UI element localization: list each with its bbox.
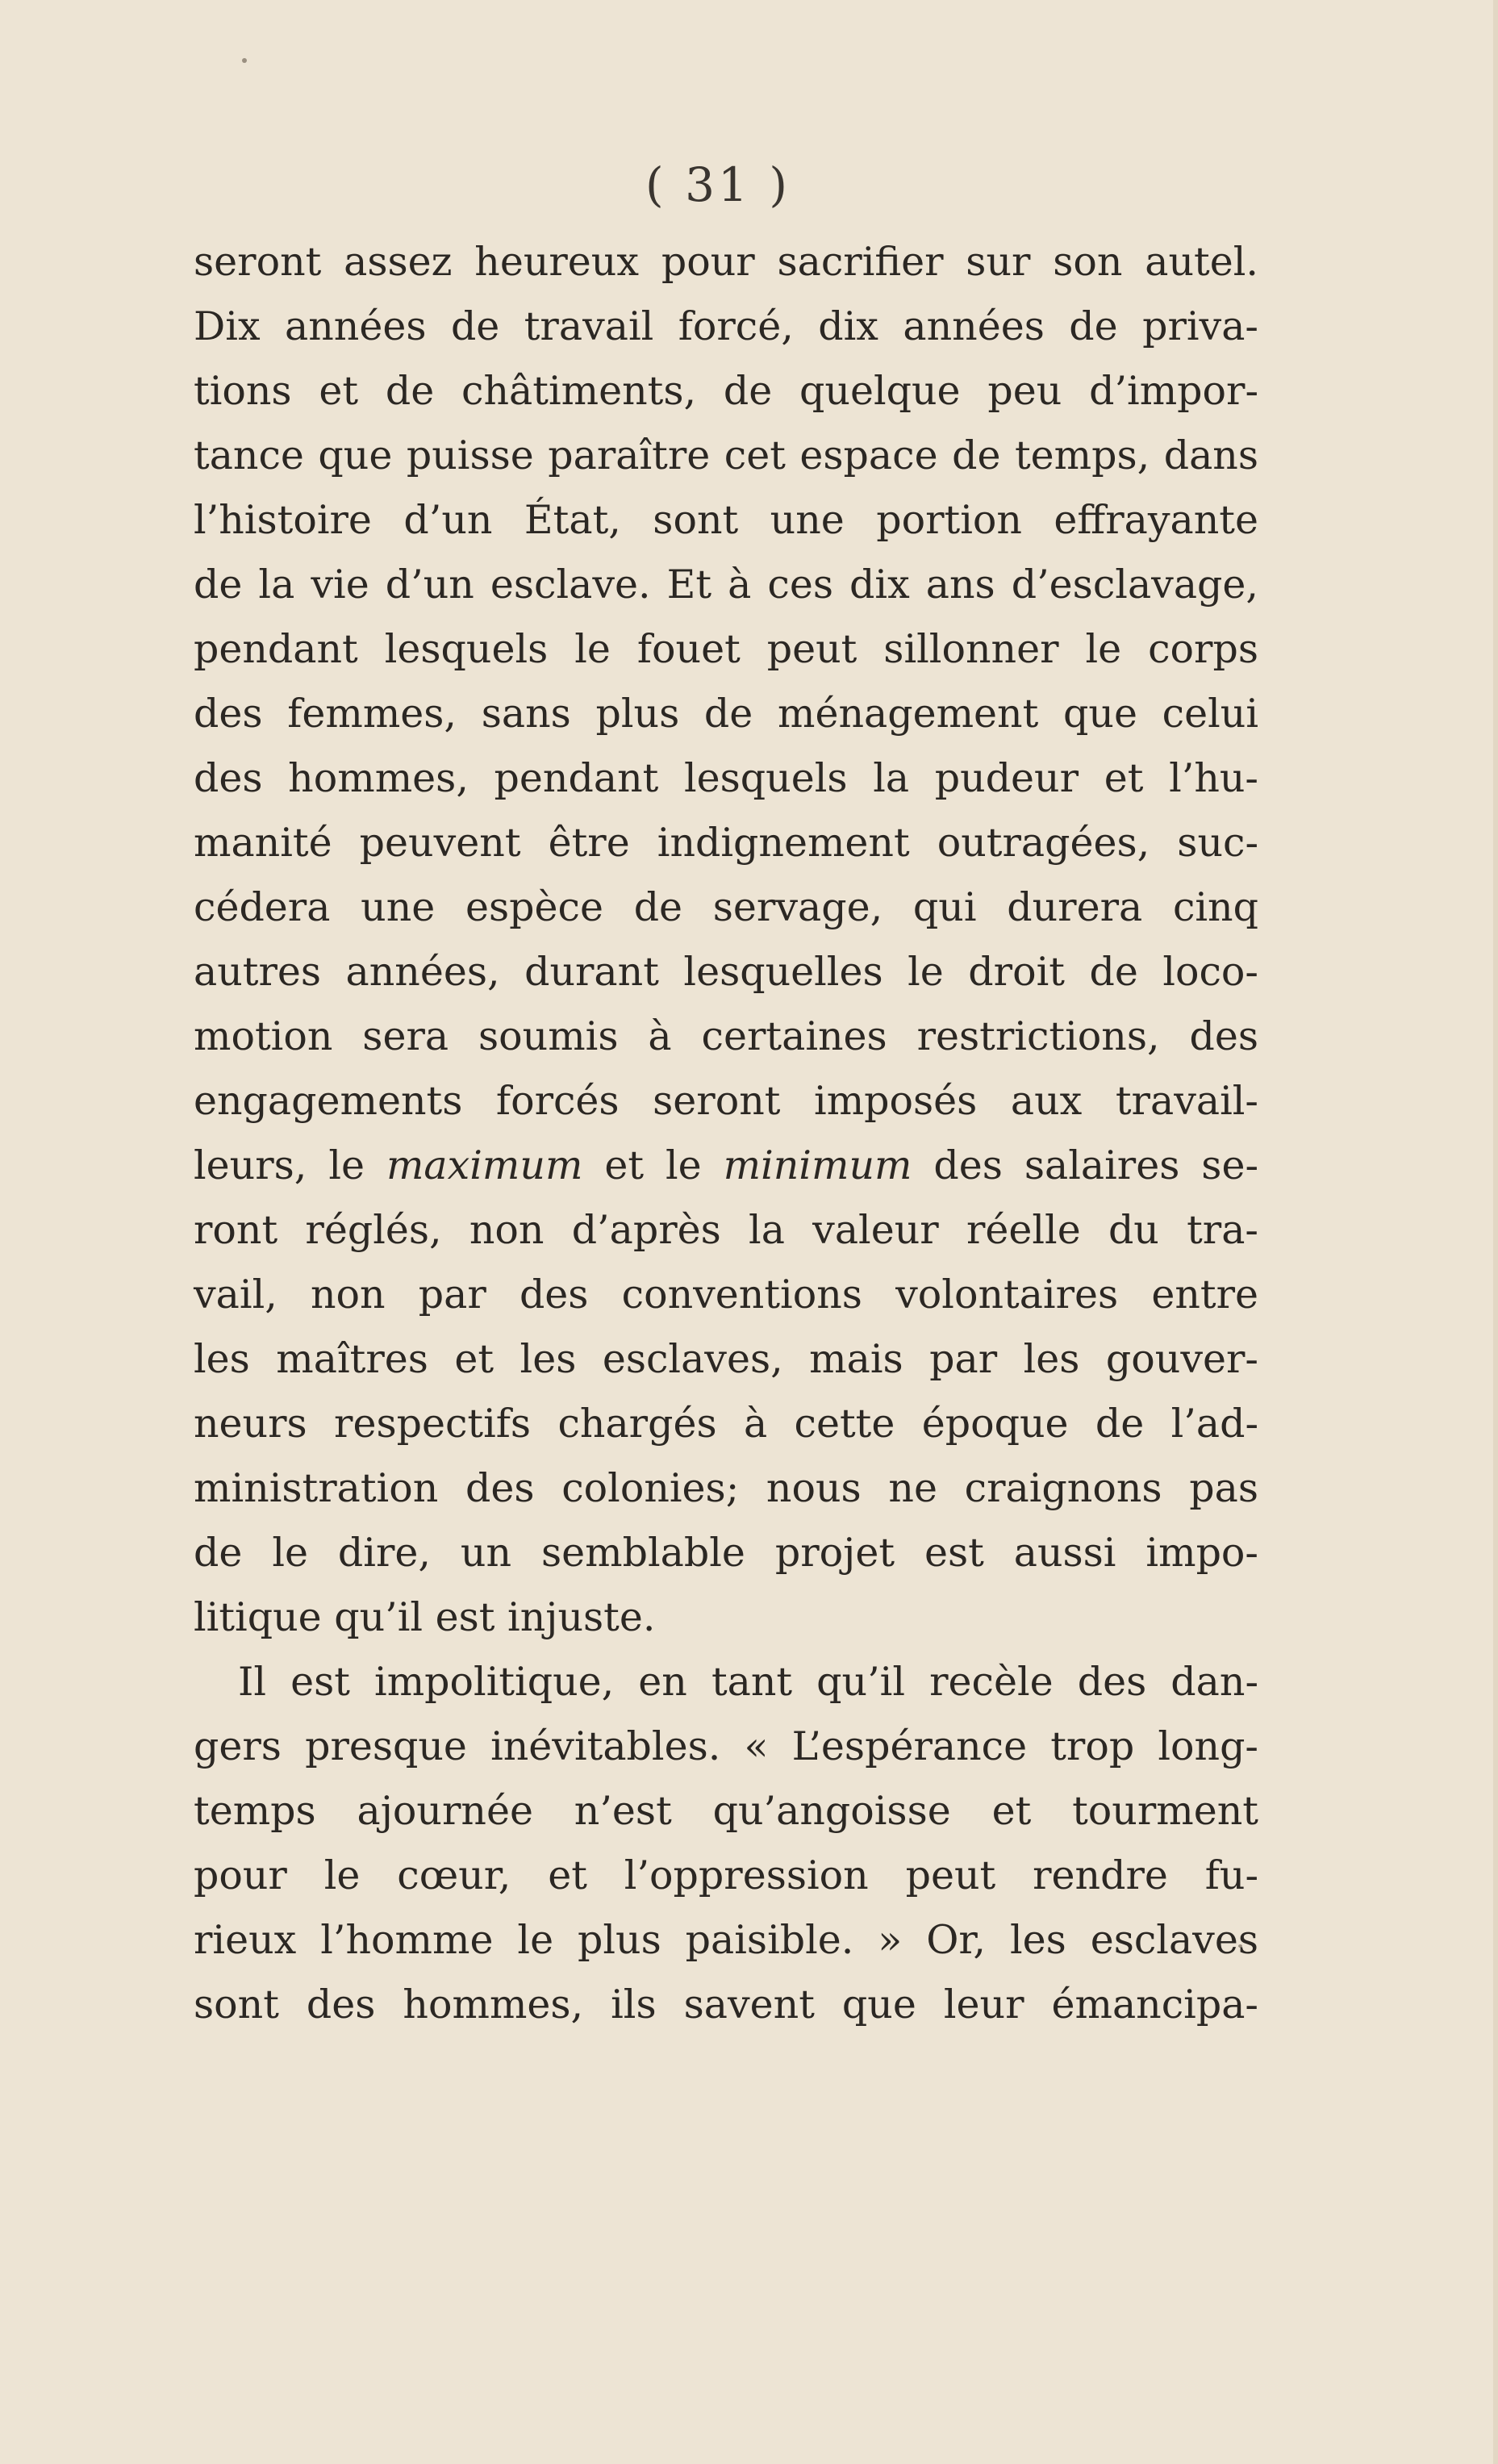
text-line: l’histoire d’un État, sont une portion effrayante: [194, 497, 1258, 543]
text-line: les maîtres et les esclaves, mais par les gouver-: [194, 1336, 1258, 1382]
text-line: engagements forcés seront imposés aux travail-: [194, 1078, 1258, 1124]
text-segment: et le: [582, 1142, 724, 1188]
page-number: ( 31 ): [645, 157, 791, 212]
text-line: motion sera soumis à certaines restrictions, des: [194, 1013, 1258, 1059]
text-line: manité peuvent être indignement outragées, suc-: [194, 820, 1258, 866]
text-line: de la vie d’un esclave. Et à ces dix ans d’esclavage,: [194, 562, 1258, 608]
paragraph-last-line: litique qu’il est injuste.: [194, 1594, 656, 1640]
text-line: ministration des colonies; nous ne craignons pas: [194, 1465, 1258, 1511]
text-line: Dix années de travail forcé, dix années de priva-: [194, 303, 1258, 349]
text-line: cédera une espèce de servage, qui durera cinq: [194, 884, 1258, 930]
text-line: neurs respectifs chargés à cette époque de l’ad-: [194, 1401, 1258, 1447]
text-line: vail, non par des conventions volontaires entre: [194, 1272, 1258, 1318]
text-line: seront assez heureux pour sacrifier sur son autel.: [194, 239, 1258, 285]
paragraph-first-line: Il est impolitique, en tant qu’il recèle des dan-: [238, 1659, 1258, 1705]
paper-speck: [242, 58, 247, 63]
text-line: pour le cœur, et l’oppression peut rendre fu-: [194, 1852, 1258, 1898]
text-line: autres années, durant lesquelles le droit de loco-: [194, 949, 1258, 995]
text-line: de le dire, un semblable projet est aussi impo-: [194, 1530, 1258, 1576]
text-line: pendant lesquels le fouet peut sillonner le corps: [194, 626, 1258, 672]
page-edge: [1493, 0, 1498, 2464]
italic-term-minimum: minimum: [723, 1142, 912, 1188]
italic-term-maximum: maximum: [386, 1142, 583, 1188]
text-line: des hommes, pendant lesquels la pudeur et l’hu-: [194, 755, 1258, 801]
body-text: [194, 230, 1258, 2037]
text-line-italic-terms: [194, 1134, 1258, 1198]
text-segment: des salaires se-: [912, 1142, 1258, 1188]
text-line: tions et de châtiments, de quelque peu d’impor-: [194, 368, 1258, 414]
text-line: temps ajournée n’est qu’angoisse et tourment: [194, 1788, 1258, 1834]
text-line: sont des hommes, ils savent que leur émancipa-: [194, 1982, 1258, 2028]
text-line: rieux l’homme le plus paisible. » Or, les esclaves: [194, 1917, 1258, 1963]
text-line: ront réglés, non d’après la valeur réelle du tra-: [194, 1207, 1258, 1253]
text-line: tance que puisse paraître cet espace de temps, dans: [194, 432, 1258, 478]
text-segment: leurs, le: [194, 1142, 386, 1188]
text-line: des femmes, sans plus de ménagement que celui: [194, 691, 1258, 737]
text-line: gers presque inévitables. « L’espérance trop long-: [194, 1723, 1258, 1769]
